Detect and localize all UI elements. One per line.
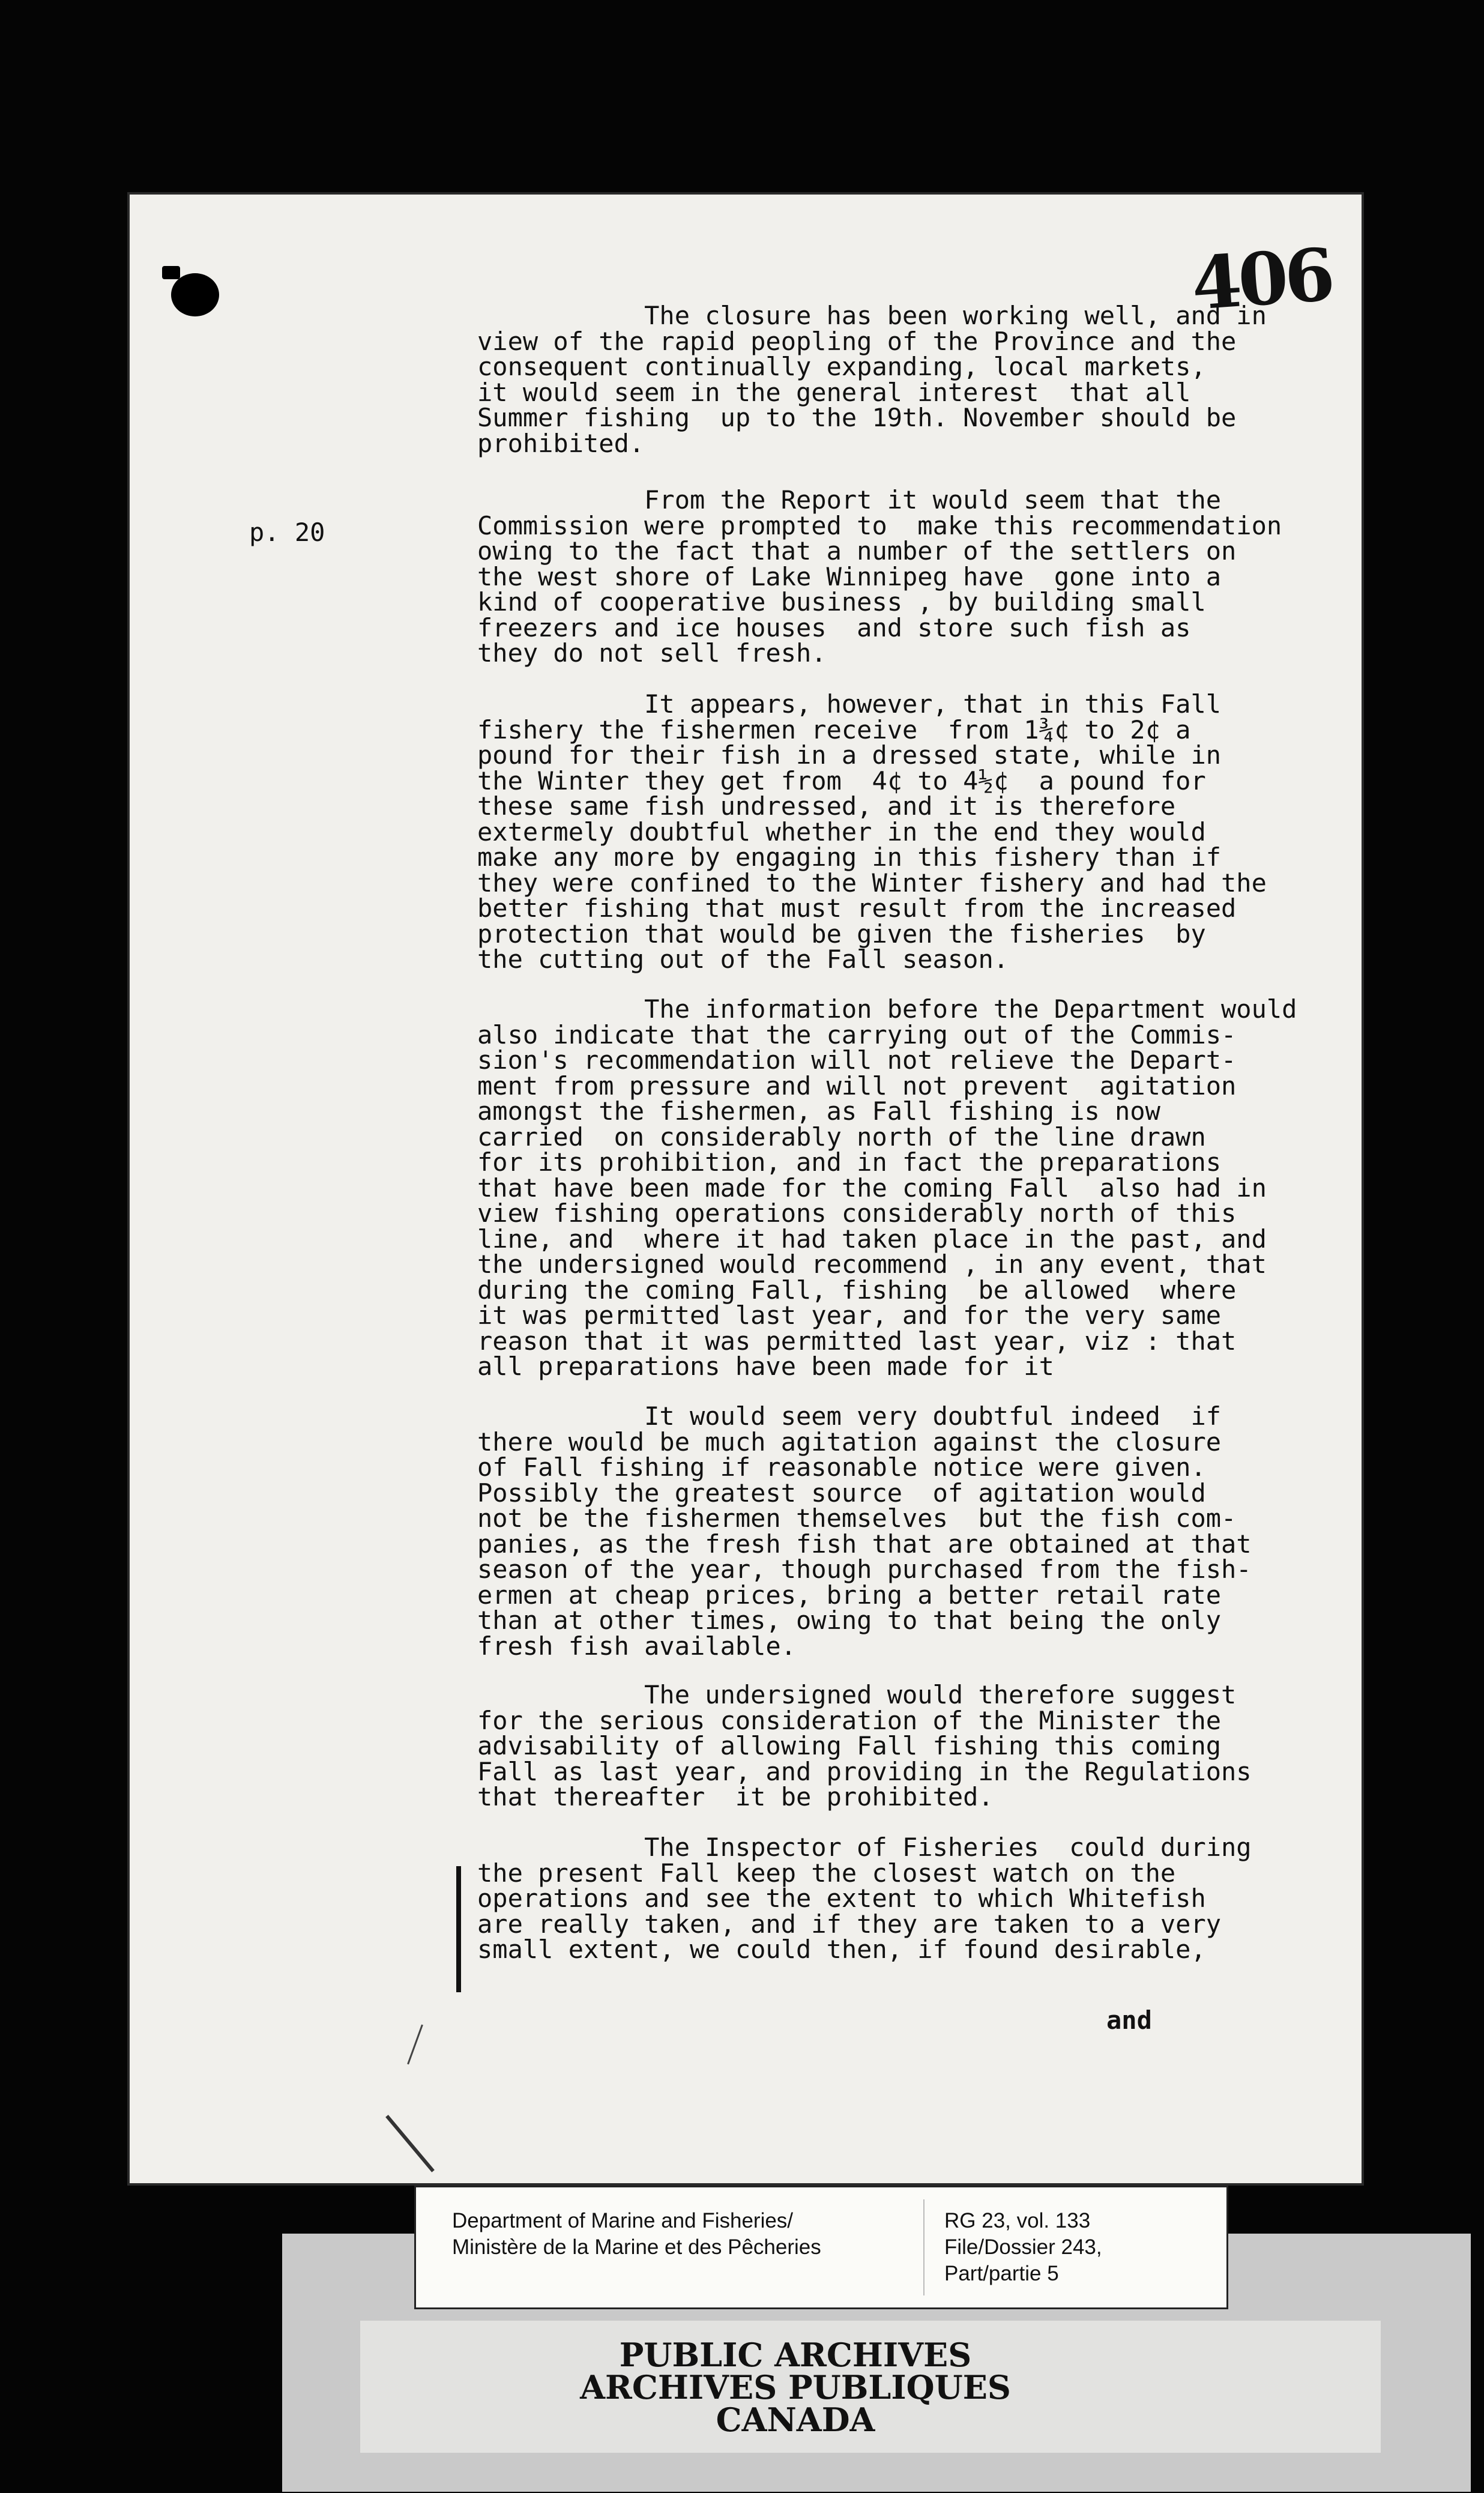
archives-stamp (540, 2336, 1051, 2439)
stamp-line-3: CANADA (716, 2401, 875, 2439)
part-number: Part/partie 5 (944, 2262, 1059, 2285)
catchword: and (1106, 2005, 1152, 2035)
record-group: RG 23, vol. 133 (944, 2209, 1091, 2232)
file-number: File/Dossier 243, (944, 2235, 1102, 2259)
paragraph-3: It appears, however, that in this Fall fishery the fishermen receive from 1¾¢ to 2¢ a pound for their fish in a dressed state, while in the Winter they get from 4¢ to 4½¢ a pound for these same fish undressed, and it is therefore extermely doubtful whether in the end they would make any more by engaging in this fishery than if they were confined to the Winter fishery and had the better fishing that must result from the increased protection that would be given the fisheries by the cutting out of the Fall season. (477, 689, 1267, 974)
paragraph-1: The closure has been working well, and in view of the rapid peopling of the Province and the consequent continually expanding, local markets, it would seem in the general interest that all Summer fishing up to the 19th. November should be prohibited. (477, 301, 1267, 458)
paragraph-2: From the Report it would seem that the Commission were prompted to make this recommendation owing to the fact that a number of the settlers on the west shore of Lake Winnipeg have gone into a kind of cooperative business , by building small freezers and ice houses and store such fish as they do not sell fresh. (477, 485, 1282, 668)
archive-reference-card (414, 2186, 1228, 2309)
punch-hole-icon (171, 273, 219, 316)
stamp-line-2: ARCHIVES PUBLIQUES (580, 2368, 1011, 2407)
file-reference (944, 2208, 1102, 2287)
paragraph-4: The information before the Department would also indicate that the carrying out of the Commis- sion's recommendation will not relieve the Depart- ment from pressure and will not prevent agitation amongst the fishermen, as Fall fishing is now carried on considerably north of the line drawn for its prohibition, and in fact the preparations that have been made for the coming Fall also had in view fishing operations considerably north of this line, and where it had taken place in the past, and the undersigned would recommend , in any event, that during the coming Fall, fishing be allowed where it was permitted last year, and for the very same reason that it was permitted last year, viz : that all preparations have been made for it (477, 994, 1297, 1381)
card-divider (923, 2199, 924, 2295)
department-label (452, 2208, 821, 2261)
department-fr: Ministère de la Marine et des Pêcheries (452, 2235, 821, 2259)
department-en: Department of Marine and Fisheries/ (452, 2209, 794, 2232)
paragraph-6: The undersigned would therefore suggest for the serious consideration of the Minister the advisability of allowing Fall fishing this coming Fall as last year, and providing in the Regulations that thereafter it be prohibited. (477, 1680, 1252, 1812)
margin-reference: p. 20 (249, 518, 325, 547)
margin-bracket (456, 1866, 461, 1992)
stamp-line-1: PUBLIC ARCHIVES (619, 2336, 972, 2374)
paragraph-7: The Inspector of Fisheries could during the present Fall keep the closest watch on the operations and see the extent to which Whitefish are really taken, and if they are taken to a very small extent, we could then, if found desirable, (477, 1833, 1252, 1964)
paragraph-5: It would seem very doubtful indeed if there would be much agitation against the closure of Fall fishing if reasonable notice were given. Possibly the greatest source of agitation would not be the fishermen themselves but the fish com- panies, as the fresh fish that are obtained at that season of the year, though purchased from the fish- ermen at cheap prices, bring a better retail rate than at other times, owing to that being the only fresh fish available. (477, 1401, 1252, 1661)
page-number: 406 (1189, 232, 1335, 327)
